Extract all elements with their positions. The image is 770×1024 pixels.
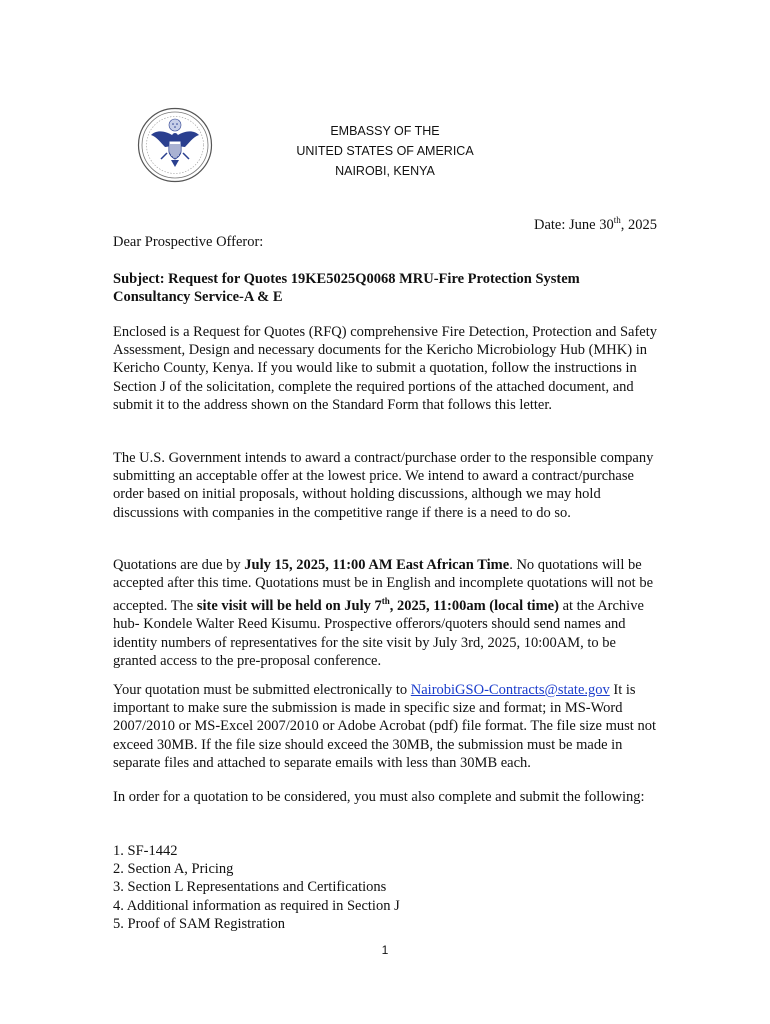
requirements-list <box>113 842 658 933</box>
paragraph-requirements: In order for a quotation to be considered, you must also complete and submit the following: <box>113 789 645 805</box>
letterhead-line-2: UNITED STATES OF AMERICA <box>296 144 474 158</box>
list-item: 3. Section L Representations and Certifications <box>113 879 387 896</box>
paragraph-submission: Your quotation must be submitted electronically to NairobiGSO-Contracts@state.gov It is important to make sure the submission is made in specific size and format; in MS-Word 2007/2010 or MS-Excel 2007/2010 or Adobe Acrobat (pdf) file format. The file size must not exceed 30MB. If the file size should exceed the 30MB, the submission must be made in separate files and attached to separate emails with less than 30MB each. <box>113 682 656 771</box>
paragraph-award-intent: The U.S. Government intends to award a contract/purchase order to the responsible company submitting an acceptable offer at the lowest price. We intend to award a contract/purchase order based on initial proposals, without holding discussions, although we may hold discussions with companies in the competitive range if there is a need to do so. <box>113 450 654 521</box>
list-item: 4. Additional information as required in Section J <box>113 897 400 914</box>
subject-line: Subject: Request for Quotes 19KE5025Q0068 MRU-Fire Protection System Consultancy Service-A & E <box>113 271 580 306</box>
paragraph-rfq-intro: Enclosed is a Request for Quotes (RFQ) comprehensive Fire Detection, Protection and Safety Assessment, Design and necessary documents for the Kericho Microbiology Hub (MHK) in Kericho County, Kenya. If you would like to submit a quotation, follow the instructions in Section J of the solicitation, complete the required portions of the attached document, and submit it to the address shown on the Standard Form that follows this letter. <box>113 324 658 413</box>
letter-date: Date: June 30th, 2025 <box>534 215 657 233</box>
list-item: 2. Section A, Pricing <box>113 861 234 878</box>
page-number: 1 <box>381 943 389 957</box>
letterhead-line-1: EMBASSY OF THE <box>330 124 440 138</box>
paragraph-due-date: Quotations are due by July 15, 2025, 11:00 AM East African Time. No quotations will be accepted after this time. Quotations must be in English and incomplete quotations will not be accepted. The site visit will be held on July 7th, 2025, 11:00am (local time) at the Archive hub- Kondele Walter Reed Kisumu. Prospective offerors/quoters should send names and identity numbers of representatives for the site visit by July 3rd, 2025, 10:00AM, to be granted access to the pre-proposal conference. <box>113 557 654 669</box>
greeting: Dear Prospective Offeror: <box>113 234 264 250</box>
list-item: 5. Proof of SAM Registration <box>113 915 285 932</box>
list-item: 1. SF-1442 <box>113 843 178 859</box>
letterhead-line-3: NAIROBI, KENYA <box>335 164 435 178</box>
email-link[interactable]: NairobiGSO-Contracts@state.gov <box>410 682 610 698</box>
embassy-seal-icon <box>137 107 213 183</box>
